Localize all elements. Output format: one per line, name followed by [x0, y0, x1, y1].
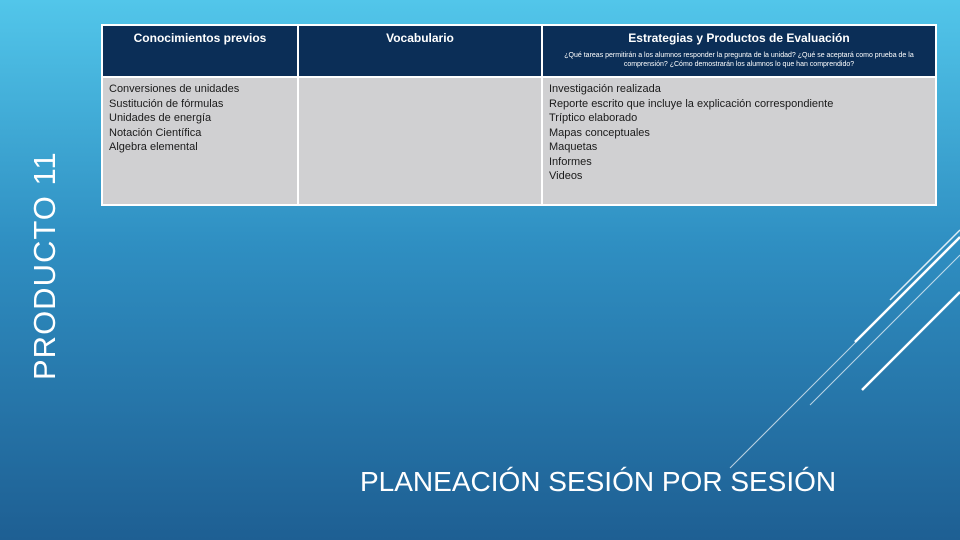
- list-item: Informes: [549, 155, 592, 168]
- content-row: [102, 77, 936, 205]
- header-prior-knowledge: Conocimientos previos: [133, 31, 267, 45]
- header-vocabulary: Vocabulario: [386, 31, 454, 45]
- list-item: Sustitución de fórmulas: [109, 97, 224, 110]
- header-strategies: Estrategias y Productos de Evaluación: [628, 31, 850, 45]
- header-cell-vocabulary: [298, 25, 542, 77]
- list-item: Tríptico elaborado: [549, 112, 638, 124]
- header-row: [102, 25, 936, 77]
- prior-knowledge-list: [109, 82, 297, 155]
- list-item: Videos: [549, 170, 583, 182]
- header-strategies-note: ¿Qué tareas permitirán a los alumnos responder la pregunta de la unidad? ¿Qué se aceptará como prueba de la comprensión? ¿Cómo demostrarán los alumnos lo que han comprendido?: [564, 52, 914, 68]
- list-item: Notación Científica: [109, 126, 202, 139]
- slide-title: PLANEACIÓN SESIÓN POR SESIÓN: [360, 466, 837, 497]
- list-item: Algebra elemental: [109, 141, 198, 153]
- cell-vocabulary: [298, 77, 542, 205]
- list-item: Investigación realizada: [549, 83, 661, 95]
- cell-strategies: [542, 77, 936, 205]
- cell-prior-knowledge: [102, 77, 298, 205]
- list-item: Maquetas: [549, 141, 598, 153]
- side-title: PRODUCTO 11: [27, 151, 62, 380]
- strategies-list: [549, 82, 935, 184]
- header-cell-prior-knowledge: [102, 25, 298, 77]
- list-item: Unidades de energía: [109, 112, 212, 124]
- planning-table: [101, 24, 937, 206]
- list-item: Mapas conceptuales: [549, 126, 650, 139]
- list-item: Reporte escrito que incluye la explicación correspondiente: [549, 97, 834, 110]
- header-cell-strategies: [542, 25, 936, 77]
- list-item: Conversiones de unidades: [109, 83, 240, 95]
